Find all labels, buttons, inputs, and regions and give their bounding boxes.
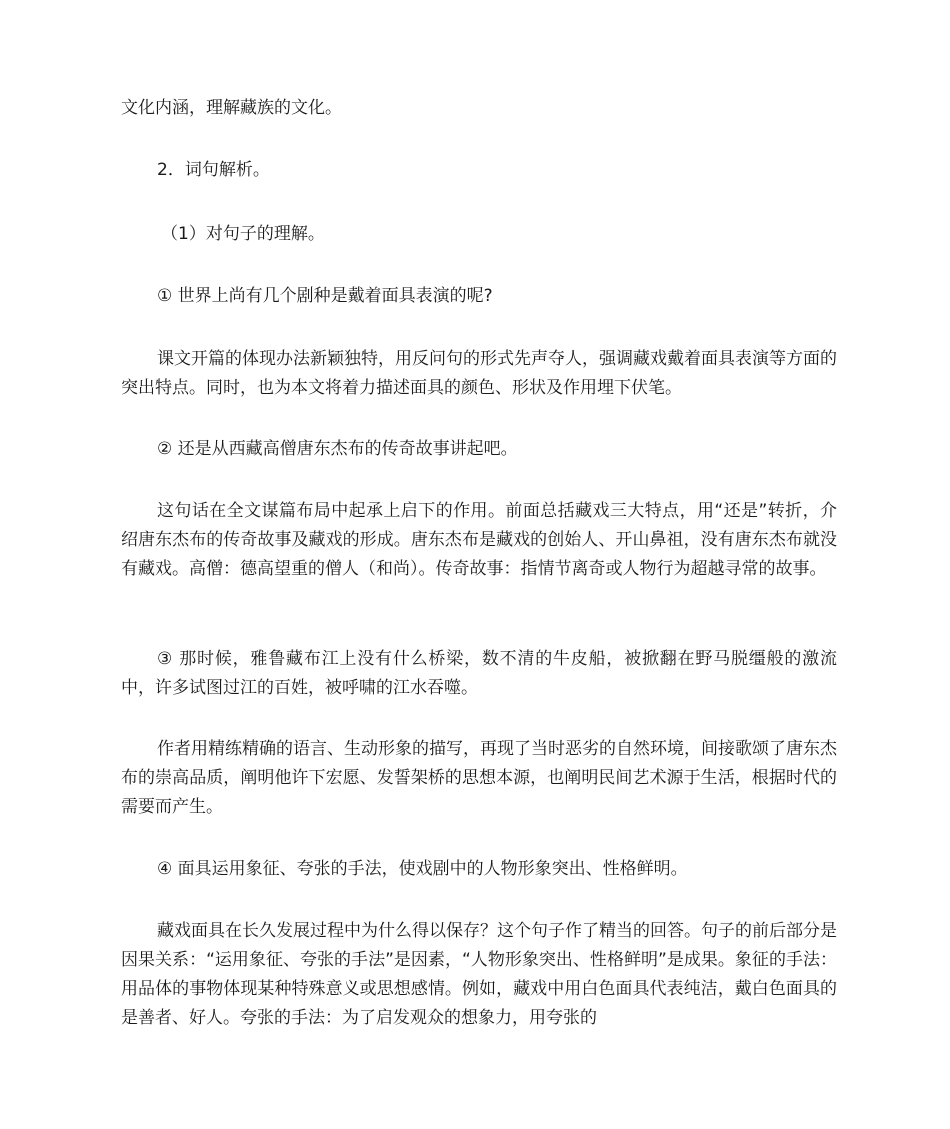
quoted-sentence-2: ② 还是从西藏高僧唐东杰布的传奇故事讲起吧。 xyxy=(157,439,518,459)
explanation-paragraph-3: 作者用精练精确的语言、生动形象的描写，再现了当时恶劣的自然环境，间接歌颂了唐东杰布的崇高品质，阐明他许下宏愿、发誓架桥的思想本源，也阐明民间艺术源于生活，根据时代的需要而产生。 xyxy=(121,739,837,817)
quoted-sentence-4: ④ 面具运用象征、夸张的手法，使戏剧中的人物形象突出、性格鲜明。 xyxy=(157,859,688,879)
explanation-paragraph-1: 课文开篇的体现办法新颖独特，用反问句的形式先声夺人，强调藏戏戴着面具表演等方面的突出特点。同时，也为本文将着力描述面具的颜色、形状及作用埋下伏笔。 xyxy=(121,349,837,398)
quoted-sentence-1: ① 世界上尚有几个剧种是戴着面具表演的呢? xyxy=(157,286,493,306)
paragraph-continuation: 文化内涵，理解藏族的文化。 xyxy=(121,98,342,118)
subsection-heading-sentence-understanding: （1）对句子的理解。 xyxy=(161,224,325,244)
explanation-paragraph-4: 藏戏面具在长久发展过程中为什么得以保存？这个句子作了精当的回答。句子的前后部分是因果关系：“运用象征、夸张的手法”是因素，“人物形象突出、性格鲜明”是成果。象征的手法：用品体的事物体现某种特殊意义或思想感情。例如，藏戏中用白色面具代表纯洁，戴白色面具的是善者、好人。夸张的手法：为了启发观众的想象力，用夸张的 xyxy=(121,921,837,1028)
explanation-paragraph-2: 这句话在全文谋篇布局中起承上启下的作用。前面总括藏戏三大特点，用“还是”转折，介绍唐东杰布的传奇故事及藏戏的形成。唐东杰布是藏戏的创始人、开山鼻祖，没有唐东杰布就没有藏戏。高僧：德高望重的僧人（和尚）。传奇故事：指情节离奇或人物行为超越寻常的故事。 xyxy=(121,501,837,579)
quoted-sentence-3: ③ 那时候，雅鲁藏布江上没有什么桥梁，数不清的牛皮船，被掀翻在野马脱缰般的激流中，许多试图过江的百姓，被呼啸的江水吞噬。 xyxy=(121,649,837,698)
section-heading-word-analysis: 2．词句解析。 xyxy=(157,160,270,180)
